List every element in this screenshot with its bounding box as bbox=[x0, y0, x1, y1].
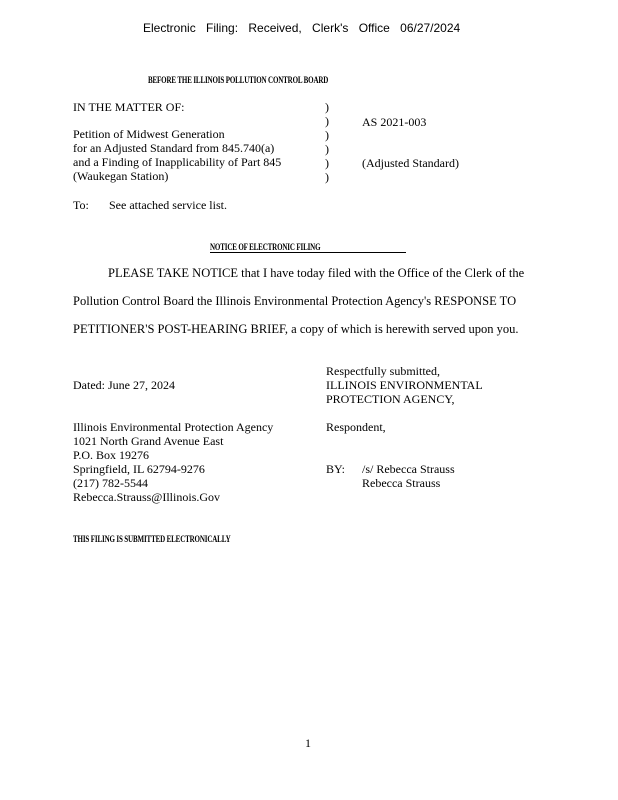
petition-line: and a Finding of Inapplicability of Part 845 bbox=[73, 155, 282, 169]
notice-heading: NOTICE OF ELECTRONIC FILING bbox=[210, 242, 321, 252]
address-line: Illinois Environmental Protection Agency bbox=[73, 420, 274, 434]
address-line: 1021 North Grand Avenue East bbox=[73, 434, 224, 448]
address-line: Rebecca.Strauss@Illinois.Gov bbox=[73, 490, 221, 504]
page-number: 1 bbox=[305, 736, 311, 750]
notice-body-line: PLEASE TAKE NOTICE that I have today filed with the Office of the Clerk of the bbox=[108, 266, 525, 280]
agency-address bbox=[73, 420, 273, 504]
closing-line: PROTECTION AGENCY, bbox=[326, 392, 455, 406]
petition-line: (Waukegan Station) bbox=[73, 169, 169, 183]
caption-paren: ) bbox=[325, 142, 329, 156]
signature-line: /s/ Rebecca Strauss bbox=[362, 462, 455, 476]
caption-paren: ) bbox=[325, 128, 329, 142]
case-type: (Adjusted Standard) bbox=[362, 156, 459, 170]
caption-paren: ) bbox=[325, 100, 329, 114]
respondent-label: Respondent, bbox=[326, 420, 386, 434]
caption-paren: ) bbox=[325, 156, 329, 170]
address-line: Springfield, IL 62794-9276 bbox=[73, 462, 205, 476]
notice-body-line: PETITIONER'S POST-HEARING BRIEF, a copy of which is herewith served upon you. bbox=[73, 322, 519, 336]
signer-name: Rebecca Strauss bbox=[362, 476, 441, 490]
board-heading: BEFORE THE ILLINOIS POLLUTION CONTROL BOARD bbox=[148, 75, 329, 85]
notice-heading-underline bbox=[210, 252, 406, 253]
address-line: (217) 782-5544 bbox=[73, 476, 148, 490]
by-label: BY: bbox=[326, 462, 345, 476]
electronic-filing-note: THIS FILING IS SUBMITTED ELECTRONICALLY bbox=[73, 534, 231, 544]
notice-body-line: Pollution Control Board the Illinois Environmental Protection Agency's RESPONSE TO bbox=[73, 294, 517, 308]
caption-paren: ) bbox=[325, 170, 329, 184]
to-label: To: bbox=[73, 198, 89, 212]
signature-closing bbox=[326, 364, 483, 406]
case-number: AS 2021-003 bbox=[362, 115, 427, 129]
petition-line: Petition of Midwest Generation bbox=[73, 127, 225, 141]
dated-line: Dated: June 27, 2024 bbox=[73, 378, 175, 392]
to-value: See attached service list. bbox=[109, 198, 227, 212]
closing-line: ILLINOIS ENVIRONMENTAL bbox=[326, 378, 483, 392]
filing-stamp: Electronic Filing: Received, Clerk's Office 06/27/2024 bbox=[143, 21, 461, 35]
caption-paren: ) bbox=[325, 114, 329, 128]
matter-label: IN THE MATTER OF: bbox=[73, 100, 185, 114]
closing-line: Respectfully submitted, bbox=[326, 364, 440, 378]
signature-lines bbox=[362, 462, 455, 490]
petition-line: for an Adjusted Standard from 845.740(a) bbox=[73, 141, 275, 155]
caption-paren-column bbox=[325, 100, 329, 184]
petition-caption bbox=[73, 127, 281, 183]
address-line: P.O. Box 19276 bbox=[73, 448, 150, 462]
